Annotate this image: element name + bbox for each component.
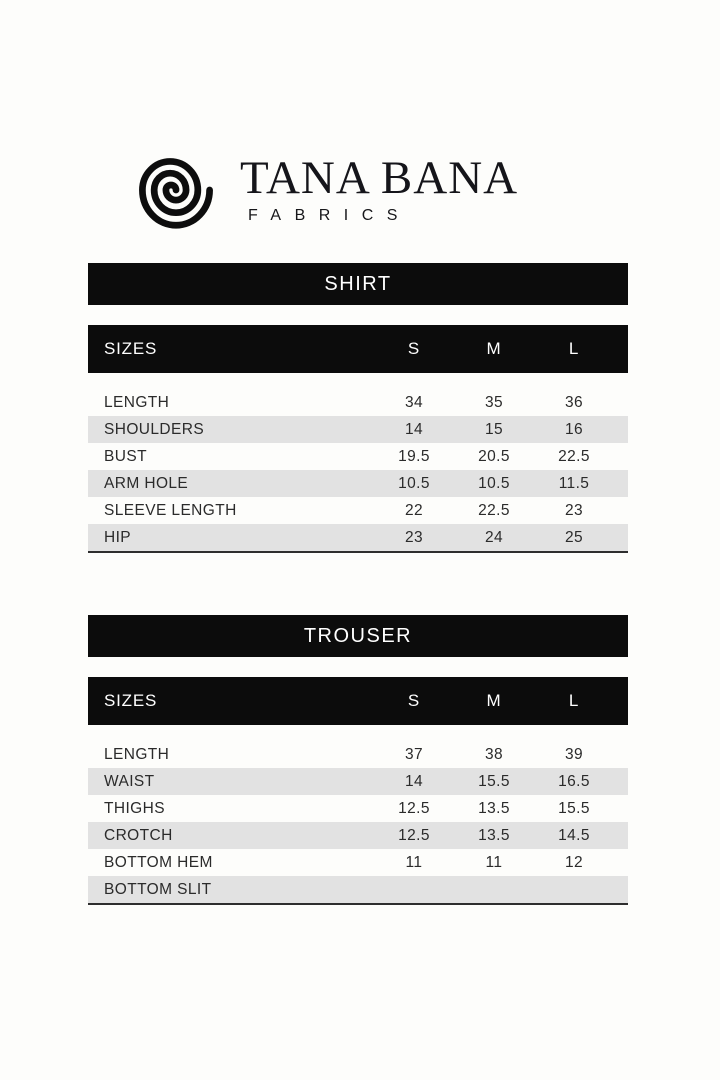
table-row (88, 849, 628, 876)
size-value-cell: 38 (484, 745, 504, 763)
size-value-cell: 22.5 (478, 501, 510, 519)
section-title: TROUSER (303, 624, 413, 647)
size-value-cell: 11 (485, 853, 503, 871)
size-value-cell: 25 (564, 528, 584, 546)
table-row (88, 822, 628, 849)
size-value-cell: 22.5 (558, 447, 590, 465)
size-value-cell: 14.5 (558, 826, 590, 844)
section-title: SHIRT (324, 272, 392, 295)
row-label: LENGTH (104, 745, 170, 763)
size-value-cell: 14 (404, 772, 424, 790)
size-value-cell: 23 (404, 528, 424, 546)
size-value-cell: 10.5 (398, 474, 430, 492)
size-value-cell: 20.5 (478, 447, 510, 465)
size-value-cell: 15.5 (478, 772, 510, 790)
size-value-cell: 34 (404, 393, 424, 411)
size-table-section (88, 615, 628, 905)
size-value-cell: 12.5 (398, 826, 430, 844)
size-value-cell: 13.5 (478, 799, 510, 817)
size-value-cell: 37 (404, 745, 424, 763)
size-value-cell: 15.5 (558, 799, 590, 817)
row-label: SHOULDERS (104, 420, 205, 438)
sizes-header-bar (88, 325, 628, 373)
table-row (88, 416, 628, 443)
size-value-cell: 13.5 (478, 826, 510, 844)
sizes-header-label: SIZES (104, 691, 158, 710)
sizes-header-label: SIZES (104, 339, 158, 358)
table-row (88, 389, 628, 416)
size-value-cell: 14 (404, 420, 424, 438)
size-value-cell: 11 (405, 853, 423, 871)
table-row (88, 470, 628, 497)
row-label: BUST (104, 447, 147, 465)
size-column-header: S (407, 339, 421, 358)
table-row (88, 443, 628, 470)
section-title-bar (88, 615, 628, 657)
size-value-cell: 24 (484, 528, 504, 546)
size-value-cell: 15 (484, 420, 504, 438)
table-row (88, 524, 628, 551)
row-label: WAIST (104, 772, 155, 790)
size-value-cell: 35 (484, 393, 504, 411)
brand-logo (134, 146, 518, 234)
size-value-cell: 12 (564, 853, 584, 871)
size-value-cell: 39 (564, 745, 584, 763)
table-row (88, 795, 628, 822)
size-column-header: L (568, 691, 580, 710)
size-value-cell: 23 (564, 501, 584, 519)
row-label: ARM HOLE (104, 474, 189, 492)
table-row (88, 876, 628, 903)
row-label: SLEEVE LENGTH (104, 501, 237, 519)
size-column-header: S (407, 691, 421, 710)
size-value-cell: 16 (564, 420, 584, 438)
size-table-section (88, 263, 628, 553)
size-tables (88, 263, 628, 905)
size-value-cell: 22 (404, 501, 424, 519)
brand-name: TANA BANA (240, 152, 519, 204)
size-column-header: L (568, 339, 580, 358)
row-label: THIGHS (104, 799, 165, 817)
table-row (88, 768, 628, 795)
brand-subtitle: FABRICS (248, 207, 411, 224)
row-label: BOTTOM SLIT (104, 880, 212, 898)
row-label: BOTTOM HEM (104, 853, 213, 871)
size-value-cell: 11.5 (558, 474, 590, 492)
sizes-header-bar (88, 677, 628, 725)
size-value-cell: 19.5 (398, 447, 430, 465)
table-rows (88, 389, 628, 553)
size-value-cell: 16.5 (558, 772, 590, 790)
brand-text (240, 152, 519, 225)
row-label: CROTCH (104, 826, 173, 844)
spiral-icon (134, 146, 218, 234)
size-value-cell: 10.5 (478, 474, 510, 492)
table-rows (88, 741, 628, 905)
row-label: LENGTH (104, 393, 170, 411)
size-column-header: M (486, 339, 502, 358)
size-value-cell: 36 (564, 393, 584, 411)
size-value-cell: 12.5 (398, 799, 430, 817)
table-row (88, 741, 628, 768)
section-title-bar (88, 263, 628, 305)
row-label: HIP (104, 528, 132, 546)
size-column-header: M (486, 691, 502, 710)
table-row (88, 497, 628, 524)
